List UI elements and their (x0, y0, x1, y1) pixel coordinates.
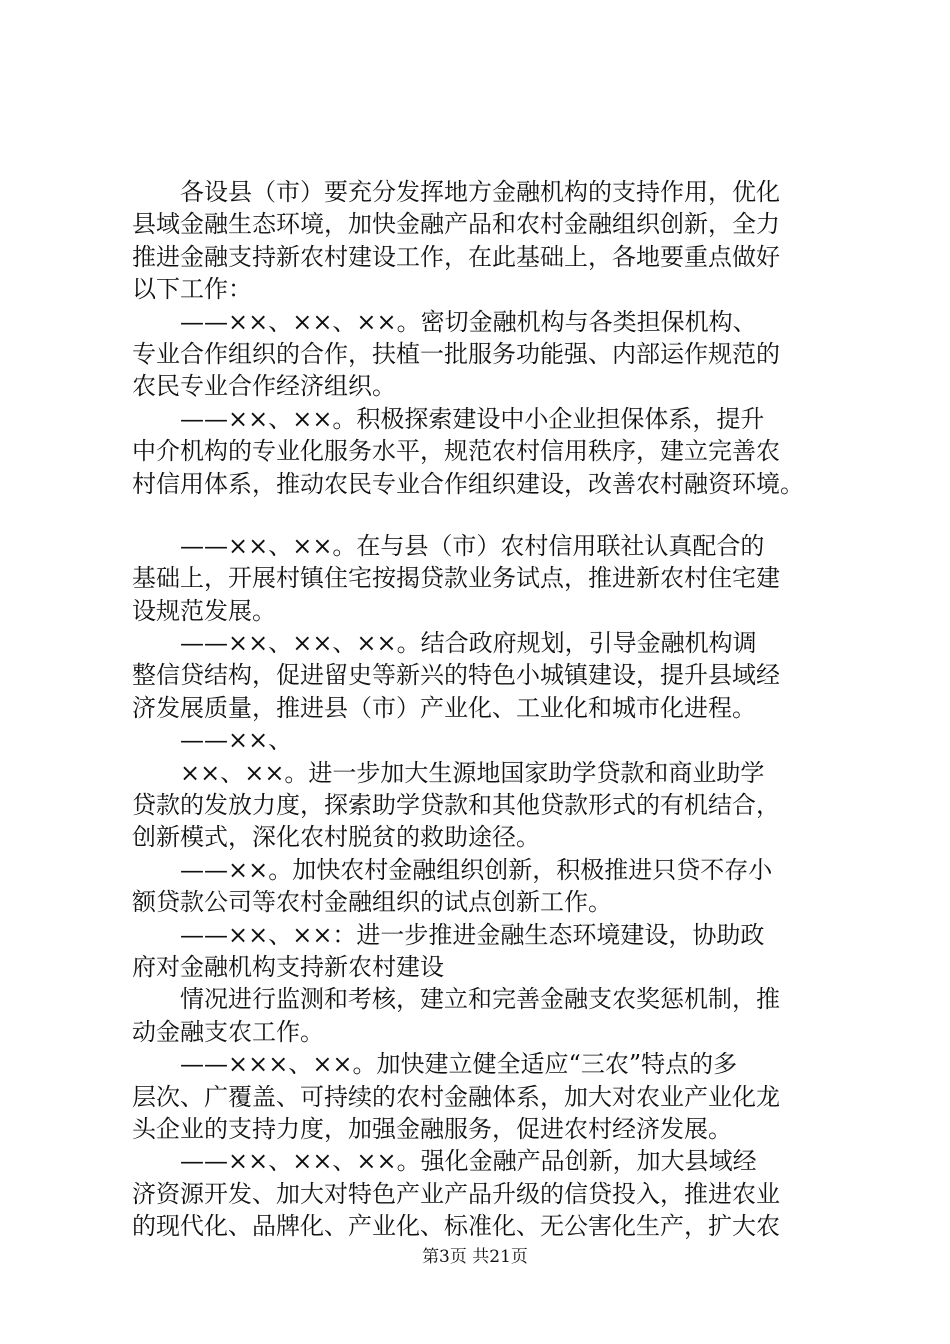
text-line: ——××、××：进一步推进金融生态环境建设，协助政 (180, 920, 765, 949)
text-line: 设规范发展。 (132, 596, 276, 625)
text-line: 府对金融机构支持新农村建设 (132, 952, 444, 981)
text-line: 农民专业合作经济组织。 (132, 372, 396, 401)
text-line: 的现代化、品牌化、产业化、标准化、无公害化生产，扩大农 (132, 1212, 780, 1241)
text-line: 头企业的支持力度，加强金融服务，促进农村经济发展。 (132, 1114, 732, 1143)
text-line: 专业合作组织的合作，扶植一批服务功能强、内部运作规范的 (132, 339, 780, 368)
text-line: 动金融支农工作。 (132, 1017, 324, 1046)
text-line: 以下工作： (132, 275, 252, 304)
text-line: 中介机构的专业化服务水平，规范农村信用秩序，建立完善农 (132, 437, 780, 466)
text-line: 县域金融生态环境，加快金融产品和农村金融组织创新，全力 (132, 210, 780, 239)
text-line: ——××、 (180, 726, 293, 755)
text-line: 推进金融支持新农村建设工作，在此基础上，各地要重点做好 (132, 242, 780, 271)
text-line: ——××、××、××。强化金融产品创新，加大县域经 (180, 1147, 757, 1176)
text-line: 各设县（市）要充分发挥地方金融机构的支持作用，优化 (180, 178, 780, 206)
text-line: 层次、广覆盖、可持续的农村金融体系，加大对农业产业化龙 (132, 1082, 780, 1111)
text-line: ——××、××。积极探索建设中小企业担保体系，提升 (180, 404, 765, 433)
text-line: 济资源开发、加大对特色产业产品升级的信贷投入，推进农业 (132, 1179, 780, 1208)
document-body (132, 176, 832, 1243)
text-line: 基础上，开展村镇住宅按揭贷款业务试点，推进新农村住宅建 (132, 564, 780, 593)
page-number-footer: 第3页 共21页 (422, 1247, 528, 1267)
text-line: 济发展质量，推进县（市）产业化、工业化和城市化进程。 (132, 693, 756, 722)
text-line: 创新模式，深化农村脱贫的救助途径。 (132, 823, 540, 852)
text-line: ——××、××。在与县（市）农村信用联社认真配合的 (180, 531, 765, 560)
text-line: 情况进行监测和考核，建立和完善金融支农奖惩机制，推 (180, 985, 780, 1014)
text-line: ——××、××、××。密切金融机构与各类担保机构、 (180, 307, 757, 336)
text-line: 额贷款公司等农村金融组织的试点创新工作。 (132, 888, 612, 917)
text-line: 整信贷结构，促进留史等新兴的特色小城镇建设，提升县域经 (132, 661, 780, 690)
text-line: ——××、××、××。结合政府规划，引导金融机构调 (180, 629, 757, 658)
text-line: ××、××。进一步加大生源地国家助学贷款和商业助学 (180, 758, 765, 787)
paragraph-gap (132, 500, 832, 530)
text-line: 村信用体系，推动农民专业合作组织建设，改善农村融资环境。 (132, 469, 804, 498)
text-line: ——×××、××。加快建立健全适应“三农”特点的多 (180, 1050, 738, 1079)
text-line: ——××。加快农村金融组织创新，积极推进只贷不存小 (180, 855, 773, 884)
text-line: 贷款的发放力度，探索助学贷款和其他贷款形式的有机结合， (132, 791, 780, 820)
